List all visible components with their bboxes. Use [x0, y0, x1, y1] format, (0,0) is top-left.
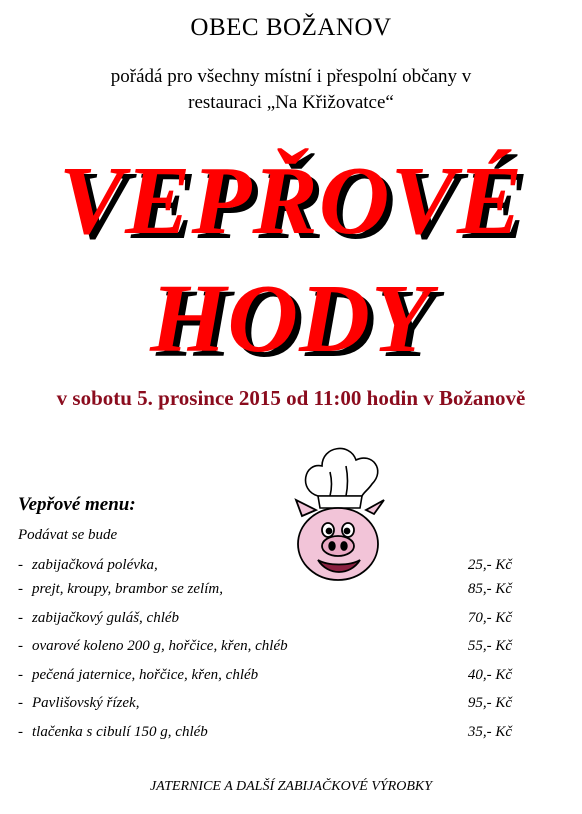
menu-item-price: 70,- Kč	[467, 610, 512, 626]
menu-item-name: pečená jaternice, hořčice, křen, chléb	[32, 667, 259, 683]
headline-line-1: VEPŘOVÉ	[58, 147, 524, 255]
menu-item-price: 35,- Kč	[467, 724, 512, 740]
organizer-title: OBEC BOŽANOV	[190, 14, 392, 41]
menu-item	[18, 610, 518, 630]
menu-item-name: zabijačkový guláš, chléb	[32, 610, 180, 626]
menu-bullet: -	[18, 695, 23, 711]
headline-line-2: HODY	[150, 265, 432, 373]
menu-item	[18, 638, 518, 658]
menu-item-price: 95,- Kč	[467, 695, 512, 711]
menu-item-name: ovarové koleno 200 g, hořčice, křen, chléb	[32, 638, 288, 654]
menu-bullet: -	[18, 667, 23, 683]
intro-line-1: pořádá pro všechny místní i přespolní občany v	[110, 66, 472, 87]
event-date: v sobotu 5. prosince 2015 od 11:00 hodin v Božanově	[56, 386, 526, 410]
footer-note: JATERNICE A DALŠÍ ZABIJAČKOVÉ VÝROBKY	[149, 779, 433, 794]
intro-line-2: restauraci „Na Křižovatce“	[188, 92, 394, 113]
chef-hat	[306, 449, 378, 508]
menu-item-name: tlačenka s cibulí 150 g, chléb	[32, 724, 208, 740]
menu-item	[18, 667, 518, 687]
menu-item-name: zabijačková polévka,	[32, 557, 158, 573]
menu-bullet: -	[18, 638, 23, 654]
menu-item-price: 85,- Kč	[467, 581, 512, 597]
menu-item	[18, 557, 518, 577]
menu-item-price: 55,- Kč	[467, 638, 512, 654]
menu-bullet: -	[18, 610, 23, 626]
menu-subtitle: Podávat se bude	[18, 527, 118, 543]
menu-item	[18, 581, 518, 601]
menu-item-price: 40,- Kč	[467, 667, 512, 683]
menu-bullet: -	[18, 724, 23, 740]
menu-bullet: -	[18, 581, 23, 597]
menu-item	[18, 724, 518, 744]
menu-item-price: 25,- Kč	[467, 557, 512, 573]
menu-item-name: Pavlišovský řízek,	[32, 695, 140, 711]
menu-item-name: prejt, kroupy, brambor se zelím,	[32, 581, 223, 597]
menu-bullet: -	[18, 557, 23, 573]
menu-title: Vepřové menu:	[18, 494, 136, 515]
intro-text	[0, 64, 582, 116]
menu-item	[18, 695, 518, 715]
